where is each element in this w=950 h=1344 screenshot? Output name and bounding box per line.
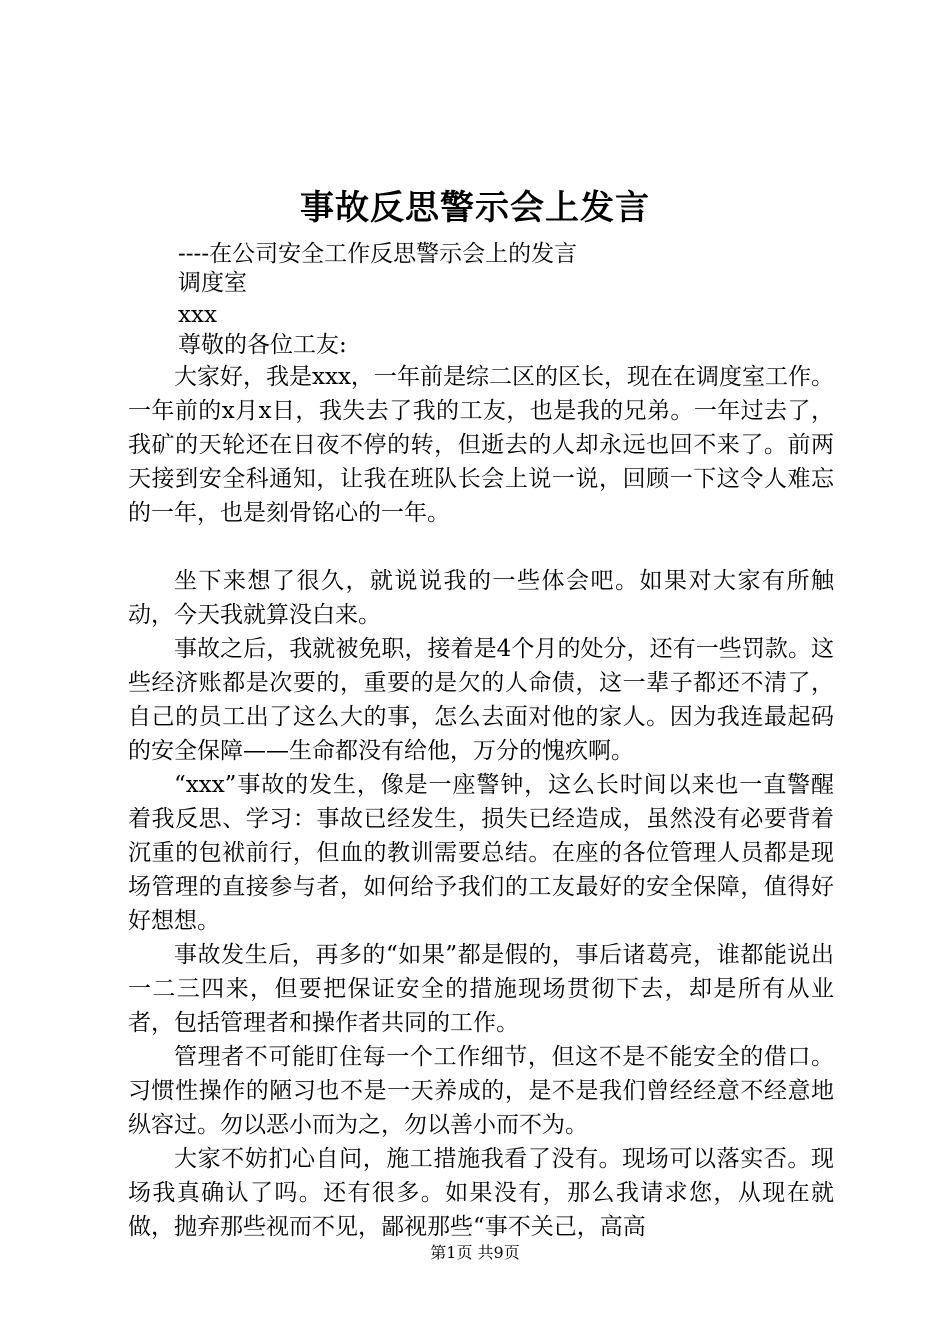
- paragraph-management: 管理者不可能盯住每一个工作细节，但这不是不能安全的借口。习惯性操作的陋习也不是一天养成的，是不是我们曾经经意不经意地纵容过。勿以恶小而为之，勿以善小而不为。: [128, 1044, 834, 1138]
- paragraph-consequences: 事故之后，我就被免职，接着是4个月的处分，还有一些罚款。这些经济账都是次要的，重要的是欠的人命债，这一辈子都还不清了，自己的员工出了这么大的事，怎么去面对他的家人。因为我连最起码的安全保障——生命都没有给他，万分的愧疚啊。: [128, 636, 834, 764]
- paragraph-warning-bell: “xxx”事故的发生，像是一座警钟，这么长时间以来也一直警醒着我反思、学习：事故已经发生，损失已经造成，虽然没有必要背着沉重的包袱前行，但血的教训需要总结。在座的各位管理人员都是现场管理的直接参与者，如何给予我们的工友最好的安全保障，值得好好想想。: [128, 772, 834, 934]
- author-line: xxx: [178, 302, 217, 328]
- page-footer: 第1页 共9页: [430, 1243, 520, 1262]
- paragraph-greeting: 大家好，我是xxx，一年前是综二区的区长，现在在调度室工作。一年前的x月x日，我失去了我的工友，也是我的兄弟。一年过去了，我矿的天轮还在日夜不停的转，但逝去的人却永远也回不来了。前两天接到安全科通知，让我在班队长会上说一说，回顾一下这令人难忘的一年，也是刻骨铭心的一年。: [128, 364, 834, 526]
- department-line: 调度室: [178, 270, 247, 296]
- paragraph-hindsight: 事故发生后，再多的“如果”都是假的，事后诸葛亮，谁都能说出一二三四来，但要把保证安全的措施现场贯彻下去，却是所有从业者，包括管理者和操作者共同的工作。: [128, 942, 834, 1036]
- body-text: [128, 360, 834, 1244]
- document-title: 事故反思警示会上发言: [300, 188, 650, 228]
- salutation-line: 尊敬的各位工友:: [178, 332, 347, 358]
- paragraph-reflection: 坐下来想了很久，就说说我的一些体会吧。如果对大家有所触动，今天我就算没白来。: [128, 568, 834, 628]
- document-subtitle: ----在公司安全工作反思警示会上的发言: [178, 241, 578, 267]
- paragraph-self-check: 大家不妨扪心自问，施工措施我看了没有。现场可以落实否。现场我真确认了吗。还有很多。如果没有，那么我请求您，从现在就做，抛弃那些视而不见，鄙视那些“事不关己，高高: [128, 1146, 834, 1240]
